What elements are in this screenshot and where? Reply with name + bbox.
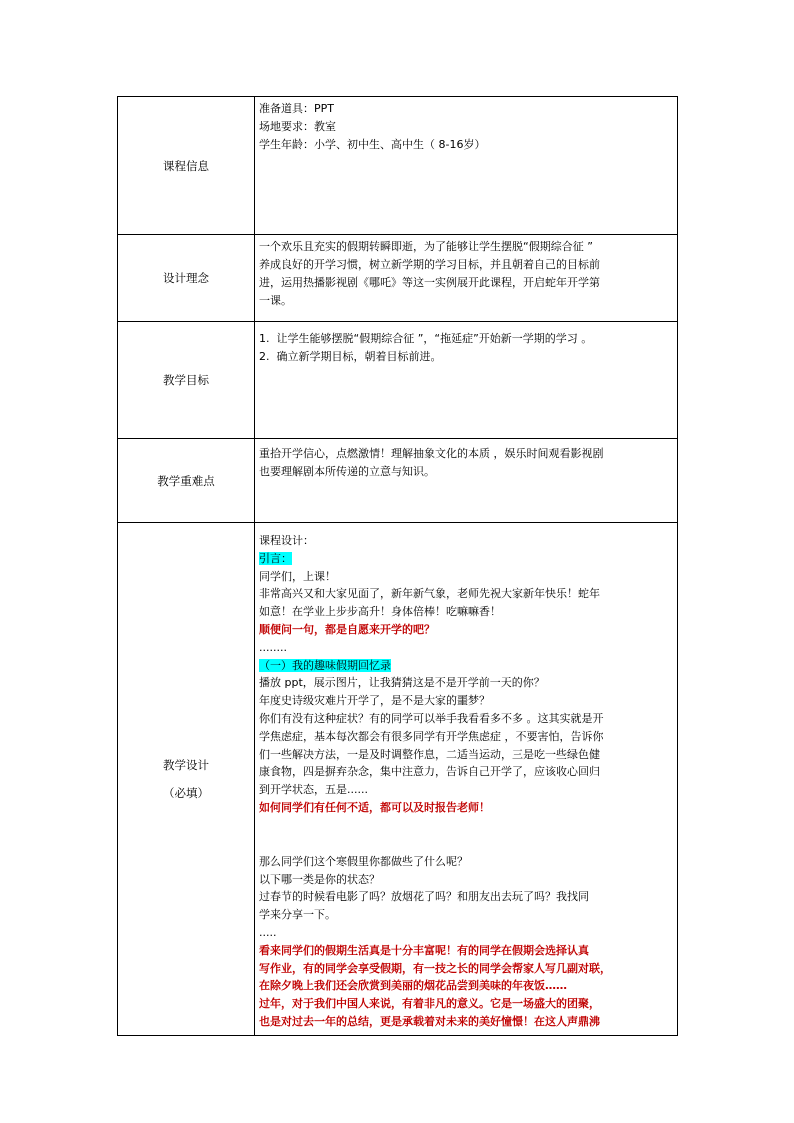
label-design-concept: 设计理念	[118, 235, 255, 322]
ellipsis-line: .....	[259, 925, 277, 939]
key-point-line: 也要理解剧本所传递的立意与知识。	[259, 465, 435, 478]
design-line: 非常高兴又和大家见面了，新年新气象，老师先祝大家新年快乐！蛇年	[259, 587, 600, 601]
row-design-concept	[118, 235, 678, 322]
content-course-info	[255, 97, 678, 235]
goal-text: 确立新学期目标，朝着目标前进。	[276, 350, 442, 363]
goal-item	[259, 348, 673, 366]
label-course-info: 课程信息	[118, 97, 255, 235]
red-paragraph-line: 过年，对于我们中国人来说，有着非凡的意义。它是一场盛大的团聚，	[259, 997, 600, 1011]
key-point-line: 重拾开学信心，点燃激情！理解抽象文化的本质 ，娱乐时间观看影视剧	[259, 447, 604, 460]
concept-line: 进，运用热播影视剧《哪吒》等这一实例展开此课程，开启蛇年开学第	[259, 276, 600, 289]
goal-number: 2.	[259, 350, 270, 363]
label-teaching-design	[118, 523, 255, 1036]
red-paragraph-line: 也是对过去一年的总结，更是承载着对未来的美好憧憬！在这人声鼎沸	[259, 1014, 600, 1028]
design-line: 学来分享一下。	[259, 908, 336, 922]
concept-line: 一课。	[259, 294, 292, 307]
row-course-info	[118, 97, 678, 235]
row-key-points	[118, 439, 678, 523]
section-heading: （一）我的趣味假期回忆录	[259, 658, 391, 672]
intro-tag: 引言：	[259, 551, 292, 565]
content-design-concept	[255, 235, 678, 322]
design-line: 如意！在学业上步步高升！身体倍棒！吃嘛嘛香！	[259, 605, 501, 619]
design-line: 年度史诗级灾难片开学了，是不是大家的噩梦？	[259, 694, 490, 708]
content-teaching-goals	[255, 322, 678, 439]
design-line: 学焦虑症，基本每次都会有很多同学有开学焦虑症 ，不要害怕，告诉你	[259, 729, 604, 743]
design-line: 以下哪一类是你的状态？	[259, 872, 380, 886]
content-teaching-design	[255, 523, 678, 1036]
design-line: 你们有没有这种症状？有的同学可以举手我看看多不多 。这其实就是开	[259, 711, 604, 725]
design-line: 康食物，四是摒弃杂念，集中注意力，告诉自己开学了，应该收心回归	[259, 765, 600, 779]
red-note: 如何同学们有任何不适，都可以及时报告老师！	[259, 800, 490, 814]
goal-text: 让学生能够摆脱“假期综合征 ”，“拖延症”开始新一学期的学习 。	[276, 332, 593, 345]
concept-line: 一个欢乐且充实的假期转瞬即逝，为了能够让学生摆脱“假期综合征 ”	[259, 240, 593, 253]
red-paragraph-line: 写作业，有的同学会享受假期，有一技之长的同学会帮家人写几副对联，	[259, 961, 611, 975]
goal-number: 1.	[259, 332, 270, 345]
design-line: 同学们，上课！	[259, 569, 336, 583]
label-key-points: 教学重难点	[118, 439, 255, 523]
goal-item	[259, 330, 673, 348]
student-age: 学生年龄：小学、初中生、高中生（ 8-16岁）	[259, 138, 486, 151]
row-teaching-goals	[118, 322, 678, 439]
red-paragraph-line: 看来同学们的假期生活真是十分丰富呢！有的同学在假期会选择认真	[259, 943, 589, 957]
concept-line: 养成良好的开学习惯，树立新学期的学习目标，并且朝着自己的目标前	[259, 258, 600, 271]
design-line: 过春节的时候看电影了吗？放烟花了吗？和朋友出去玩了吗？我找同	[259, 890, 589, 904]
red-note: 顺便问一句，都是自愿来开学的吧？	[259, 622, 435, 636]
label-teaching-goals: 教学目标	[118, 322, 255, 439]
content-key-points	[255, 439, 678, 523]
lesson-plan-table	[117, 96, 678, 1036]
teaching-design-title: 教学设计	[163, 757, 209, 772]
row-teaching-design	[118, 523, 678, 1036]
required-note: （必填）	[163, 785, 209, 800]
venue-requirement: 场地要求：教室	[259, 120, 336, 133]
red-paragraph-line: 在除夕晚上我们还会欣赏到美丽的烟花品尝到美味的年夜饭……	[259, 979, 567, 993]
design-line: 播放 ppt，展示图片，让我猜猜这是不是开学前一天的你？	[259, 676, 545, 690]
design-line: 到开学状态，五是......	[259, 783, 368, 797]
ellipsis-line: ........	[259, 640, 287, 654]
course-design-heading: 课程设计：	[259, 534, 314, 547]
design-line: 们一些解决方法，一是及时调整作息，二适当运动，三是吃一些绿色健	[259, 747, 600, 761]
design-line: 那么同学们这个寒假里你都做些了什么呢？	[259, 854, 468, 868]
prep-props: 准备道具：PPT	[259, 102, 334, 115]
